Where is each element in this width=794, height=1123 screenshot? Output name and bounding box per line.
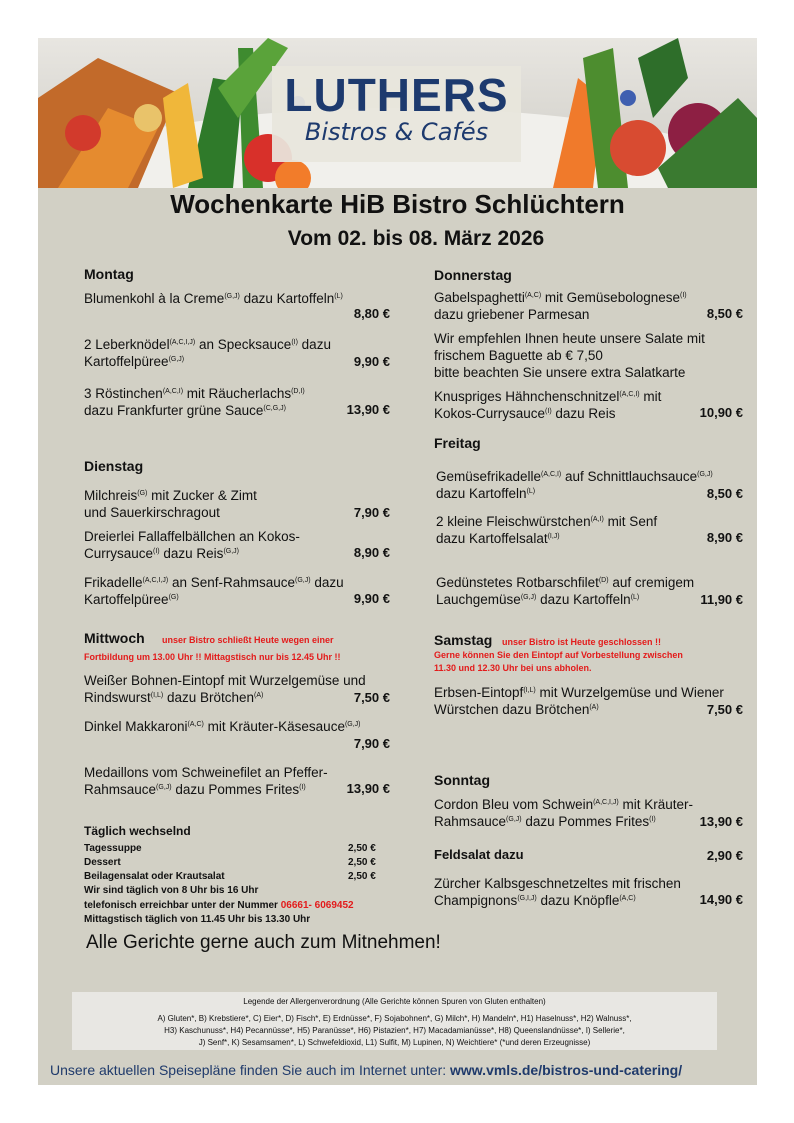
dish-dienstag-2: Dreierlei Fallaffelbällchen an Kokos- Currysauce$^{(I)}$ dazu Reis$^{(G,J)}$ bbox=[84, 529, 300, 561]
day-heading-samstag: Samstag bbox=[434, 632, 493, 648]
price-donnerstag-3: 10,90 € bbox=[699, 405, 743, 420]
daily-item-salad: Beilagensalat oder Krautsalat bbox=[84, 871, 225, 882]
dish-freitag-3: Gedünstetes Rotbarschfilet$^{(D)}$ auf cremigem Lauchgemüse$^{(G,J)}$ dazu Kartoffeln$^{(L)}$ bbox=[436, 575, 695, 607]
mittwoch-notice-1: unser Bistro schließt Heute wegen einer bbox=[162, 635, 334, 645]
lunch-hours: Mittagstisch täglich von 11.45 Uhr bis 13.30 Uhr bbox=[84, 914, 311, 925]
dish-dienstag-1: Milchreis$^{(G)}$ mit Zucker & Zimt und Sauerkirschragout bbox=[84, 488, 257, 520]
dish-montag-1: Blumenkohl à la Creme$^{(G,J)}$ dazu Kartoffeln$^{(L)}$ bbox=[84, 291, 343, 306]
price-freitag-3: 11,90 € bbox=[700, 592, 743, 607]
price-dienstag-2: 8,90 € bbox=[353, 545, 390, 560]
samstag-notice-3: 11.30 und 12.30 Uhr bei uns abholen. bbox=[434, 663, 592, 673]
samstag-notice-1: unser Bistro ist Heute geschlossen !! bbox=[502, 637, 662, 647]
price-montag-1: 8,80 € bbox=[353, 306, 390, 321]
price-mittwoch-1: 7,50 € bbox=[353, 690, 390, 705]
samstag-notice-2: Gerne können Sie den Eintopf auf Vorbestellung zwischen bbox=[434, 650, 683, 660]
daily-heading: Täglich wechselnd bbox=[84, 824, 191, 838]
price-mittwoch-2: 7,90 € bbox=[353, 736, 390, 751]
dish-mittwoch-2: Dinkel Makkaroni$^{(A,C)}$ mit Kräuter-Käsesauce$^{(G,J)}$ bbox=[84, 719, 361, 734]
daily-price-soup: 2,50 € bbox=[348, 843, 376, 854]
dish-mittwoch-1: Weißer Bohnen-Eintopf mit Wurzelgemüse und Rindswurst$^{(I,L)}$ dazu Brötchen$^{(A)}$ bbox=[84, 673, 366, 705]
price-donnerstag-1: 8,50 € bbox=[706, 306, 743, 321]
daily-price-salad: 2,50 € bbox=[348, 871, 376, 882]
brand-name: LUTHERS bbox=[284, 69, 509, 121]
price-dienstag-1: 7,90 € bbox=[353, 505, 390, 520]
mittwoch-notice-2: Fortbildung um 13.00 Uhr !! Mittagstisch nur bis 12.45 Uhr !! bbox=[84, 652, 341, 662]
opening-hours: Wir sind täglich von 8 Uhr bis 16 Uhr bbox=[84, 885, 259, 896]
dish-freitag-1: Gemüsefrikadelle$^{(A,C,I)}$ auf Schnittlauchsauce$^{(G,J)}$ dazu Kartoffeln$^{(L)}$ bbox=[436, 469, 713, 501]
legend-text: A) Gluten*, B) Krebstiere*, C) Eier*, D) Fisch*, E) Erdnüsse*, F) Sojabohnen*, G) Milch*, H) Mandeln*, H1) Haselnuss*, H2) Walnuss*, H3) Kaschunuss*, H4) Pecannüsse*, H5) Paranüsse*, H6) Pistazien*, H7) Macadamianüsse*, H8) Queenslandnüsse*, I) Sellerie*, J) Senf*, K) Sesamsamen*, L) Schwefeldioxid, L1) Sulfit, M) Lupinen, N) Weichtiere* (*und deren Erzeugnisse) bbox=[157, 1014, 632, 1047]
day-heading-donnerstag: Donnerstag bbox=[434, 267, 512, 283]
dish-donnerstag-3: Knuspriges Hähnchenschnitzel$^{(A,C,I)}$ mit Kokos-Currysauce$^{(I)}$ dazu Reis bbox=[434, 389, 662, 421]
day-heading-montag: Montag bbox=[84, 266, 134, 282]
price-freitag-2: 8,90 € bbox=[706, 530, 743, 545]
day-heading-mittwoch: Mittwoch bbox=[84, 630, 145, 646]
dish-mittwoch-3: Medaillons vom Schweinefilet an Pfeffer- Rahmsauce$^{(G,J)}$ dazu Pommes Frites$^{(I)}$ bbox=[84, 765, 328, 797]
website-line: Unsere aktuellen Speisepläne finden Sie auch im Internet unter: www.vmls.de/bistros-und-catering/ bbox=[50, 1062, 683, 1078]
daily-item-soup: Tagessuppe bbox=[84, 843, 142, 854]
price-freitag-1: 8,50 € bbox=[706, 486, 743, 501]
day-heading-dienstag: Dienstag bbox=[84, 458, 144, 474]
page-subtitle: Vom 02. bis 08. März 2026 bbox=[287, 227, 545, 250]
dish-sonntag-3: Zürcher Kalbsgeschnetzeltes mit frischen Champignons$^{(G,I,J)}$ dazu Knöpfle$^{(A,C)}$ bbox=[434, 876, 681, 908]
phone-line: telefonisch erreichbar unter der Nummer 06661- 6069452 bbox=[84, 900, 354, 911]
day-heading-sonntag: Sonntag bbox=[434, 772, 490, 788]
website-link[interactable]: www.vmls.de/bistros-und-catering/ bbox=[450, 1062, 683, 1078]
dish-donnerstag-1: Gabelspaghetti$^{(A,C)}$ mit Gemüsebolognese$^{(I)}$ dazu griebener Parmesan bbox=[434, 290, 687, 322]
dish-samstag-1: Erbsen-Eintopf$^{(I,L)}$ mit Wurzelgemüse und Wiener Würstchen dazu Brötchen$^{(A)}$ bbox=[434, 685, 724, 717]
dish-sonntag-2: Feldsalat dazu bbox=[434, 847, 524, 862]
price-sonntag-1: 13,90 € bbox=[699, 814, 743, 829]
allergen-legend bbox=[72, 992, 717, 1050]
price-sonntag-2: 2,90 € bbox=[706, 848, 743, 863]
price-dienstag-3: 9,90 € bbox=[353, 591, 390, 606]
price-montag-2: 9,90 € bbox=[353, 354, 390, 369]
dish-dienstag-3: Frikadelle$^{(A,C,I,J)}$ an Senf-Rahmsauce$^{(G,J)}$ dazu Kartoffelpüree$^{(G)}$ bbox=[84, 575, 344, 607]
day-heading-freitag: Freitag bbox=[434, 435, 481, 451]
dish-donnerstag-2: Wir empfehlen Ihnen heute unsere Salate mit frischem Baguette ab € 7,50 bitte beachten Sie unsere extra Salatkarte bbox=[434, 331, 705, 380]
dish-freitag-2: 2 kleine Fleischwürstchen$^{(A,I)}$ mit Senf dazu Kartoffelsalat$^{(I,J)}$ bbox=[436, 514, 658, 546]
dish-montag-3: 3 Röstinchen$^{(A,C,I)}$ mit Räucherlachs$^{(D,I)}$ dazu Frankfurter grüne Sauce$^{(C,G,J)}$ bbox=[84, 386, 305, 418]
takeaway-note: Alle Gerichte gerne auch zum Mitnehmen! bbox=[86, 932, 441, 953]
brand-logo bbox=[272, 66, 521, 162]
price-montag-3: 13,90 € bbox=[346, 402, 390, 417]
price-sonntag-3: 14,90 € bbox=[699, 892, 743, 907]
dish-sonntag-1: Cordon Bleu vom Schwein$^{(A,C,I,J)}$ mit Kräuter- Rahmsauce$^{(G,J)}$ dazu Pommes Frites$^{(I)}$ bbox=[434, 797, 694, 829]
daily-price-dessert: 2,50 € bbox=[348, 857, 376, 868]
dish-montag-2: 2 Leberknödel$^{(A,C,I,J)}$ an Specksauce$^{(I)}$ dazu Kartoffelpüree$^{(G,J)}$ bbox=[84, 337, 331, 369]
brand-tagline: Bistros & Cafés bbox=[304, 118, 489, 146]
phone-number[interactable]: 06661- 6069452 bbox=[280, 900, 354, 911]
legend-heading: Legende der Allergenverordnung (Alle Gerichte können Spuren von Gluten enthalten) bbox=[243, 997, 546, 1006]
price-samstag-1: 7,50 € bbox=[706, 702, 743, 717]
daily-item-dessert: Dessert bbox=[84, 857, 121, 868]
price-mittwoch-3: 13,90 € bbox=[346, 781, 390, 796]
page-title: Wochenkarte HiB Bistro Schlüchtern bbox=[170, 189, 625, 219]
